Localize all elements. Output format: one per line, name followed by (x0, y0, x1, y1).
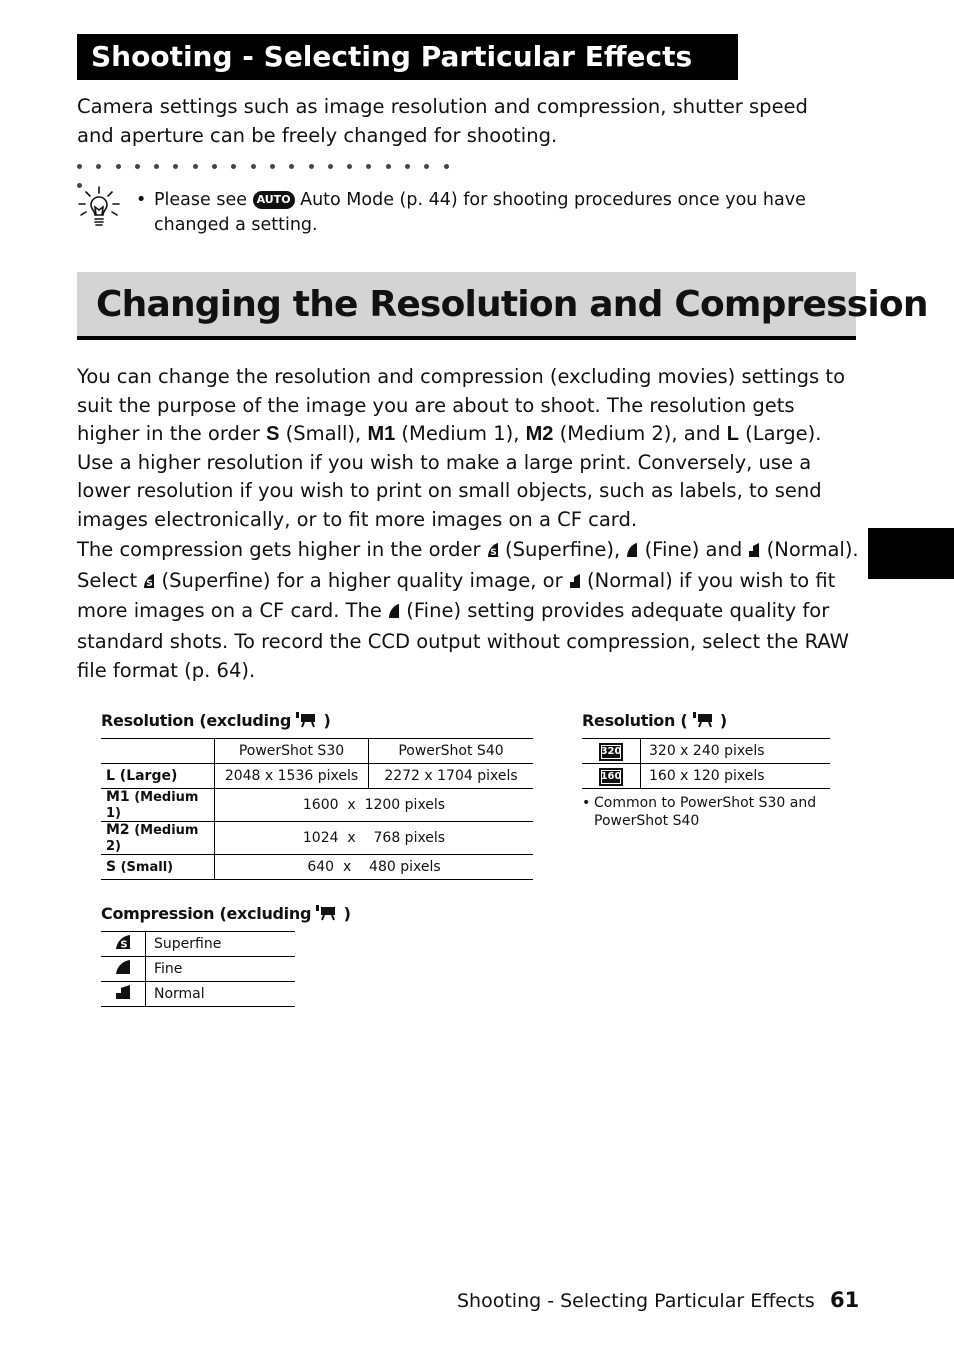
tip-bullet: • (136, 190, 147, 210)
table-cell: 1600 x 1200 pixels (215, 789, 534, 822)
movie-icon (693, 712, 715, 732)
size-l-label: L (726, 423, 739, 445)
table-row (582, 739, 830, 764)
common-note: • Common to PowerShot S30 and PowerShot S40 (582, 795, 817, 829)
table-header-cell (101, 739, 215, 764)
svg-text:S: S (490, 548, 497, 558)
table-header-cell: PowerShot S30 (215, 739, 369, 764)
page-number: 61 (830, 1288, 860, 1312)
section-title: Shooting - Selecting Particular Effects (77, 34, 738, 80)
movie-icon (316, 905, 338, 925)
movie-icon (296, 712, 318, 732)
intro-text: Camera settings such as image resolution and compression, shutter speed and aperture can be freely changed for shooting. (77, 95, 808, 147)
dotted-divider (77, 164, 477, 176)
svg-text:S: S (120, 939, 128, 950)
normal-icon (569, 569, 581, 598)
compression-table-title: Compression (excluding ) (101, 904, 351, 923)
auto-mode-icon: AUTO (253, 191, 295, 209)
row-label: M1 (Medium 1) (101, 789, 215, 822)
movie-resolution-table-title: Resolution ( ) (582, 711, 727, 730)
table-row (101, 932, 295, 957)
table-cell: 320 x 240 pixels (641, 739, 831, 764)
chapter-side-tab (868, 528, 954, 579)
compression-table (101, 931, 295, 1007)
table-header-row (101, 739, 533, 764)
table-header-cell: PowerShot S40 (369, 739, 534, 764)
resolution-320-icon: 320 (582, 739, 641, 764)
movie-resolution-table (582, 738, 830, 789)
table-cell: 160 x 120 pixels (641, 764, 831, 789)
normal-icon (748, 538, 760, 567)
size-s-label: S (266, 423, 280, 445)
table-cell: 640 x 480 pixels (215, 855, 534, 880)
resolution-160-icon: 160 (582, 764, 641, 789)
superfine-icon (143, 569, 155, 598)
svg-text:S: S (146, 578, 154, 589)
footer-section-title: Shooting - Selecting Particular Effects (457, 1290, 815, 1312)
light-bulb-icon (77, 185, 121, 229)
compression-paragraph: The compression gets higher in the order S (Superfine), (Fine) and (Normal). Select S (Superfine) for a higher quality image, or (Normal) if you wish to fit more images on a CF card. The (Fine) setting provides adequate quality for standard shots. To record the CCD output without compression, select the RAW file format (p. 64). (77, 538, 859, 682)
fine-icon (388, 599, 400, 628)
resolution-paragraph: You can change the resolution and compression (excluding movies) settings to suit the purpose of the image you are about to shoot. The resolution gets higher in the order S (Small), M1 (Medium 1), M2 (Medium 2), and L (Large). Use a higher resolution if you wish to make a large print. Conversely, use a lower resolution if you wish to print on small objects, such as labels, to send images electronically, or to fit more images on a CF card. (77, 365, 845, 531)
table-row (101, 764, 533, 789)
table-row (101, 982, 295, 1007)
chapter-title: Changing the Resolution and Compression (77, 272, 856, 340)
tip-text-before: Please see (154, 190, 253, 210)
table-cell: 2048 x 1536 pixels (215, 764, 369, 789)
tip-note (136, 188, 816, 238)
table-cell: Normal (146, 982, 296, 1007)
table-row (582, 764, 830, 789)
row-label: S (Small) (101, 855, 215, 880)
table-row (101, 957, 295, 982)
table-row (101, 789, 533, 822)
normal-icon (101, 982, 146, 1007)
resolution-table (101, 738, 533, 880)
table-cell: 2272 x 1704 pixels (369, 764, 534, 789)
tip-text-after: Auto Mode (p. 44) for shooting procedures once you have changed a setting. (154, 190, 806, 235)
size-m1-label: M1 (367, 423, 396, 445)
table-cell: 1024 x 768 pixels (215, 822, 534, 855)
table-row (101, 855, 533, 880)
resolution-table-title: Resolution (excluding ) (101, 711, 331, 730)
superfine-icon (487, 538, 499, 567)
superfine-icon (101, 932, 146, 957)
row-label: M2 (Medium 2) (101, 822, 215, 855)
fine-icon (626, 538, 638, 567)
table-cell: Fine (146, 957, 296, 982)
fine-icon (101, 957, 146, 982)
size-m2-label: M2 (525, 423, 554, 445)
row-label: L (Large) (101, 764, 215, 789)
table-cell: Superfine (146, 932, 296, 957)
table-row (101, 822, 533, 855)
